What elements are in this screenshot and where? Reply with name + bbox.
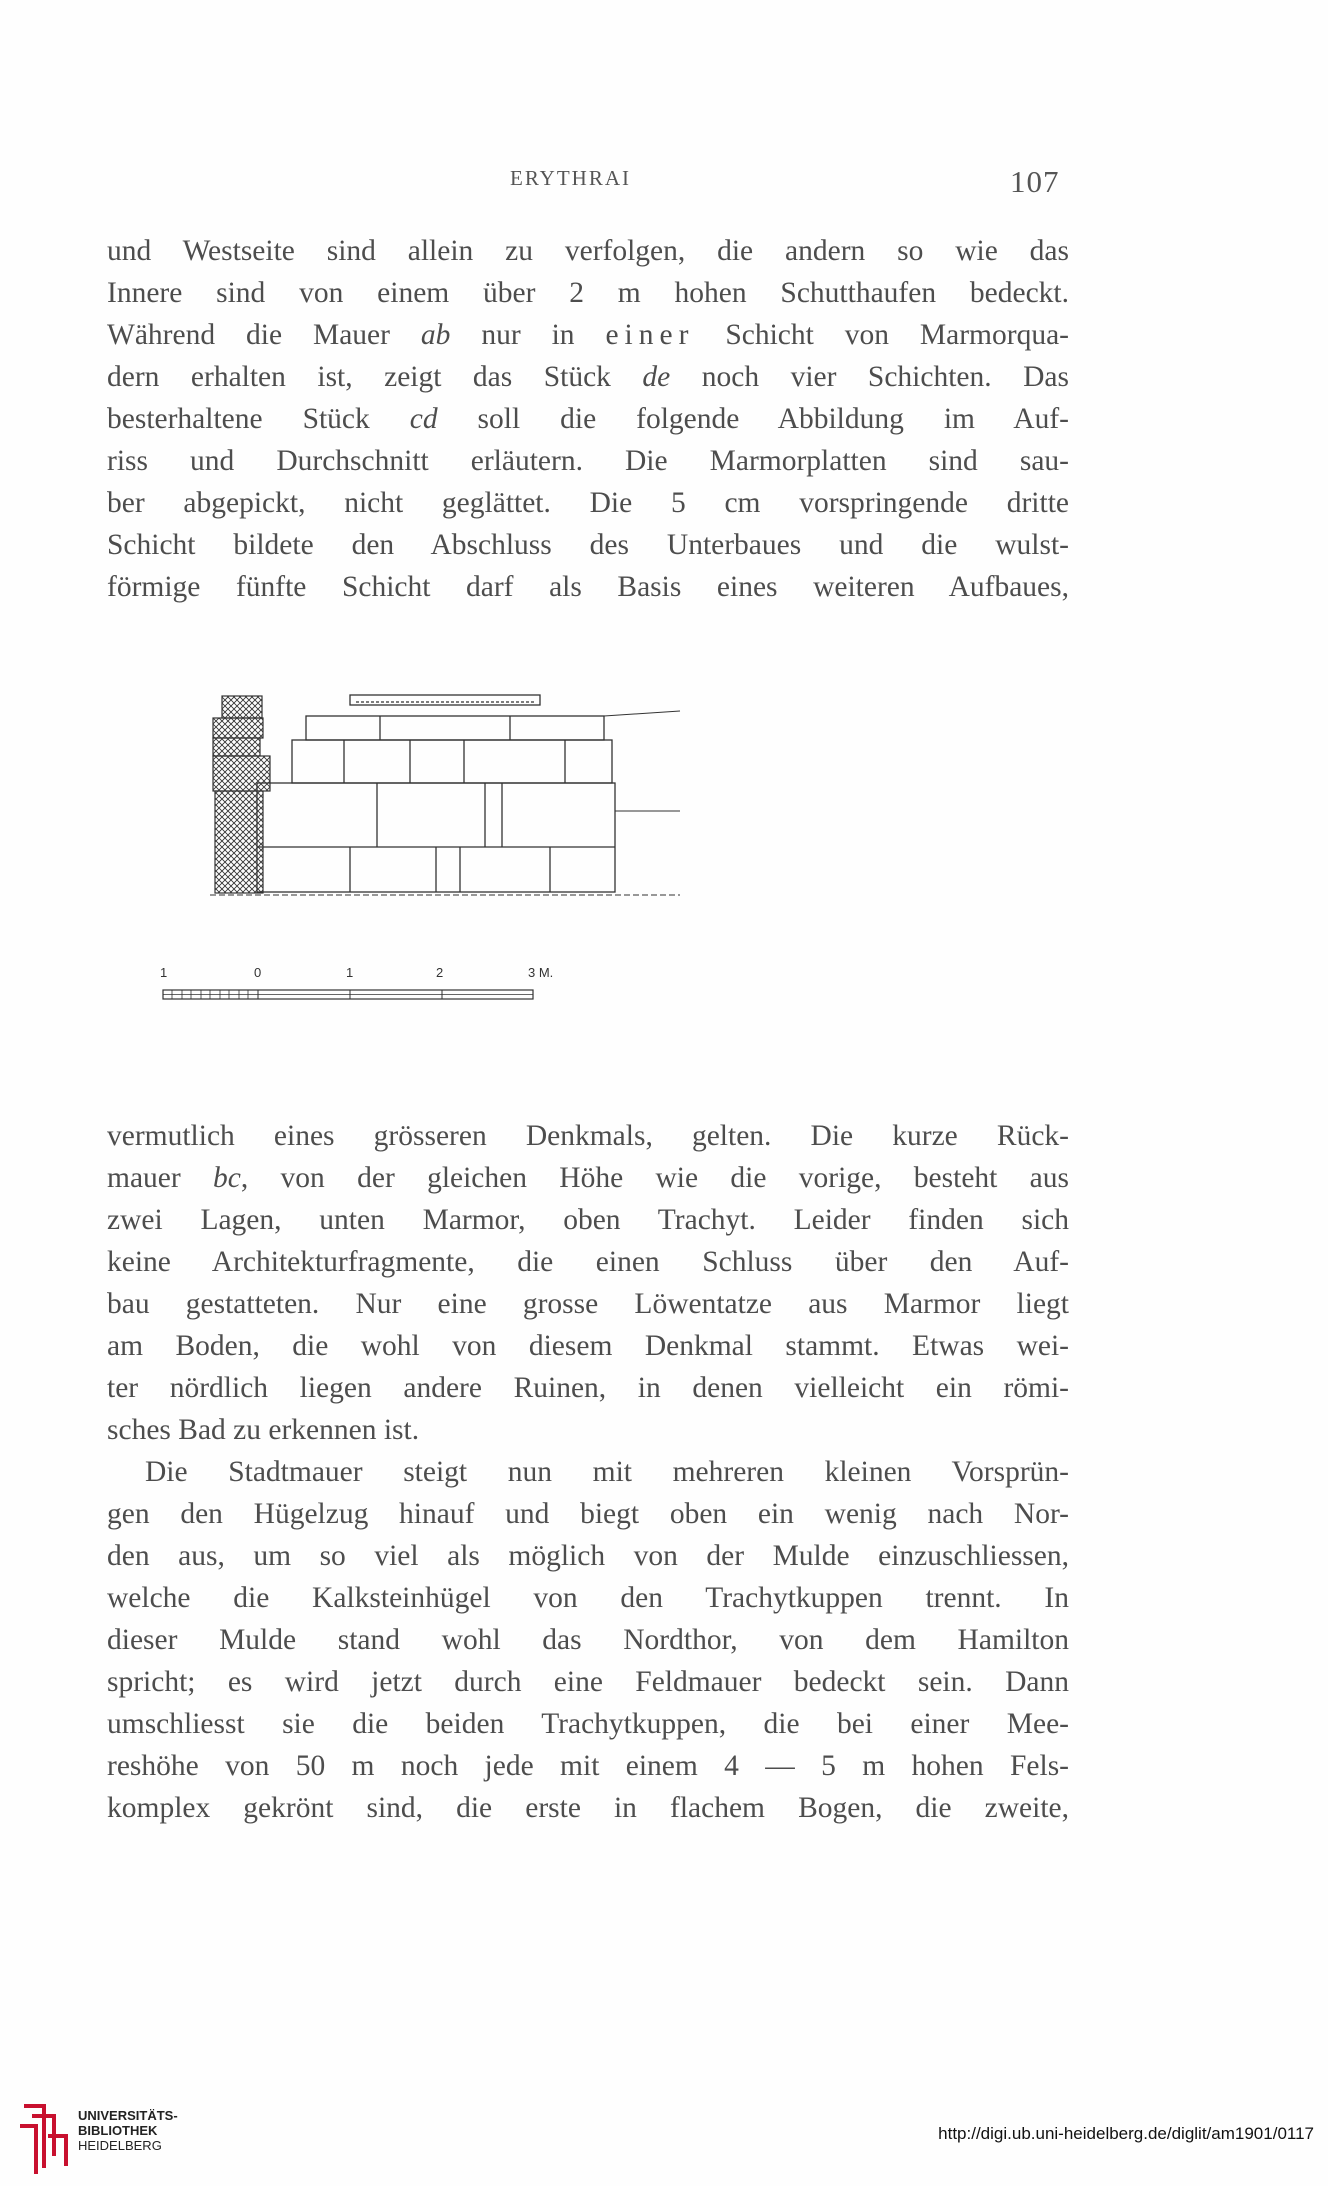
text-line: vermutlich eines grösseren Denkmals, gelten. Die kurze Rück-: [107, 1120, 1069, 1152]
text-line: bau gestatteten. Nur eine grosse Löwentatze aus Marmor liegt: [107, 1288, 1069, 1320]
elevation-courses: [210, 695, 680, 895]
library-logo-icon: [14, 2096, 72, 2176]
text-block-bottom: [107, 1115, 1069, 1829]
text-line: spricht; es wird jetzt durch eine Feldmauer bedeckt sein. Dann: [107, 1666, 1069, 1698]
text-line: welche die Kalksteinhügel von den Trachytkuppen trennt. In: [107, 1582, 1069, 1614]
text-line: förmige fünfte Schicht darf als Basis eines weiteren Aufbaues,: [107, 571, 1069, 603]
text-line: ber abgepickt, nicht geglättet. Die 5 cm vorspringende dritte: [107, 487, 1069, 519]
svg-text:1: 1: [346, 965, 354, 980]
text-line: Die Stadtmauer steigt nun mit mehreren kleinen Vorsprün-: [145, 1456, 1069, 1488]
svg-text:2: 2: [436, 965, 444, 980]
svg-text:3 M.: 3 M.: [528, 965, 554, 980]
wall-elevation-figure: [160, 685, 960, 1045]
source-url-link[interactable]: http://digi.ub.uni-heidelberg.de/diglit/am1901/0117: [938, 2124, 1314, 2143]
section-column: [213, 696, 270, 893]
wall-label-bc: bc: [213, 1162, 241, 1194]
wall-label-ab: ab: [420, 319, 451, 351]
text-line: dern erhalten ist, zeigt das Stück de noch vier Schichten. Das: [107, 361, 1069, 393]
page-number: 107: [1010, 164, 1060, 199]
text-line: am Boden, die wohl von diesem Denkmal stammt. Etwas wei-: [107, 1330, 1069, 1362]
text-line: keine Architekturfragmente, die einen Schluss über den Auf-: [107, 1246, 1069, 1278]
svg-text:1: 1: [160, 965, 168, 980]
text-line: besterhaltene Stück cd soll die folgende Abbildung im Auf-: [107, 403, 1069, 435]
text-line: den aus, um so viel als möglich von der Mulde einzuschliessen,: [107, 1540, 1069, 1572]
text-line: riss und Durchschnitt erläutern. Die Marmorplatten sind sau-: [107, 445, 1069, 477]
text-line: sches Bad zu erkennen ist.: [107, 1414, 420, 1446]
scale-bar: [160, 965, 553, 999]
text-line: und Westseite sind allein zu verfolgen, die andern so wie das: [107, 235, 1069, 267]
running-title: ERYTHRAI: [510, 166, 631, 190]
svg-text:0: 0: [254, 965, 262, 980]
footer: [0, 2090, 1328, 2186]
text-line: umschliesst sie die beiden Trachytkuppen, die bei einer Mee-: [107, 1708, 1069, 1740]
text-line: mauer bc, von der gleichen Höhe wie die vorige, besteht aus: [107, 1162, 1069, 1194]
text-line: zwei Lagen, unten Marmor, oben Trachyt. Leider finden sich: [107, 1204, 1069, 1236]
text-line: dieser Mulde stand wohl das Nordthor, von dem Hamilton: [107, 1624, 1069, 1656]
text-line: Während die Mauer ab nur in einer Schicht von Marmorqua-: [107, 319, 1069, 351]
running-header: [0, 166, 1328, 202]
text-block-top: [107, 230, 1069, 608]
emphasized-word: einer: [605, 319, 695, 351]
text-line: Innere sind von einem über 2 m hohen Schutthaufen bedeckt.: [107, 277, 1069, 309]
institution-name: UNIVERSITÄTS- BIBLIOTHEK HEIDELBERG: [78, 2108, 178, 2153]
text-line: komplex gekrönt sind, die erste in flachem Bogen, die zweite,: [107, 1792, 1069, 1824]
text-line: gen den Hügelzug hinauf und biegt oben ein wenig nach Nor-: [107, 1498, 1069, 1530]
text-line: reshöhe von 50 m noch jede mit einem 4 — 5 m hohen Fels-: [107, 1750, 1069, 1782]
text-line: Schicht bildete den Abschluss des Unterbaues und die wulst-: [107, 529, 1069, 561]
wall-label-de: de: [642, 361, 671, 393]
wall-label-cd: cd: [409, 403, 438, 435]
text-line: ter nördlich liegen andere Ruinen, in denen vielleicht ein römi-: [107, 1372, 1069, 1404]
